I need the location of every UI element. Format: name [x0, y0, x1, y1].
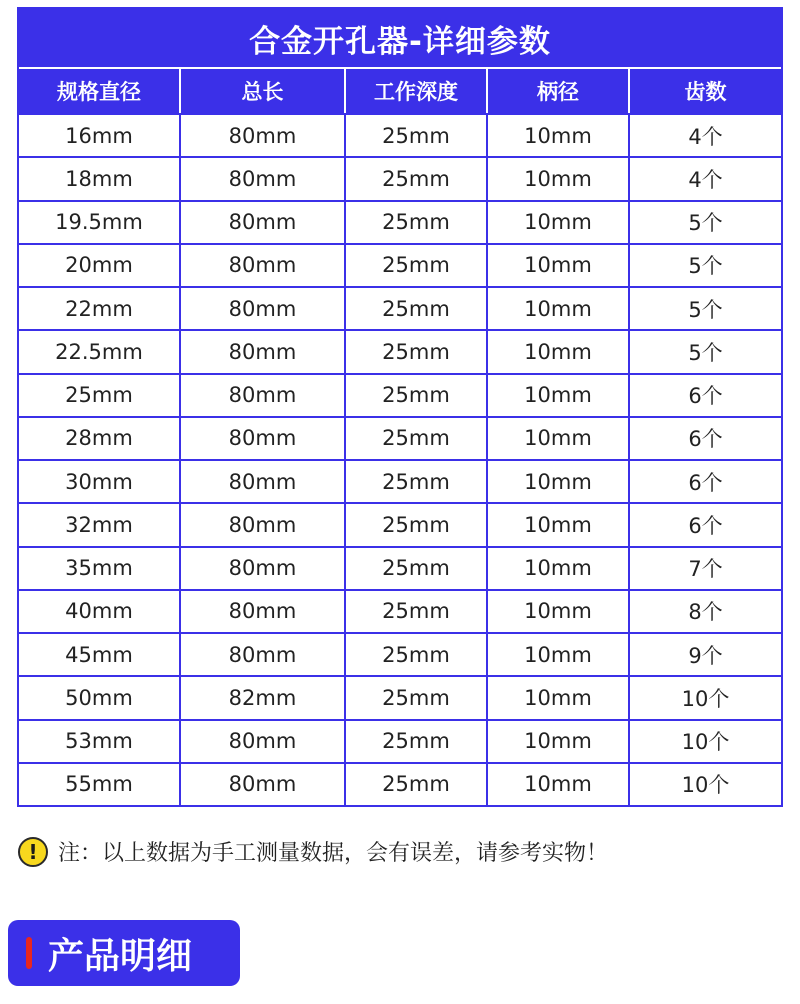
section-heading-label: 产品明细: [48, 935, 193, 977]
cell-diameter: 53mm: [19, 721, 181, 762]
cell-teeth-count: 5个: [688, 297, 723, 322]
measurement-note: [18, 836, 608, 867]
cell-working-depth: 25mm: [346, 461, 488, 502]
cell-shank-diameter: 10mm: [488, 677, 630, 718]
cell-diameter: 20mm: [19, 245, 181, 286]
cell-working-depth: 25mm: [346, 591, 488, 632]
cell-diameter: 25mm: [19, 375, 181, 416]
cell-shank-diameter: 10mm: [488, 245, 630, 286]
cell-shank-diameter: 10mm: [488, 158, 630, 199]
cell-diameter: 45mm: [19, 634, 181, 675]
cell-teeth-count: 9个: [688, 643, 723, 668]
table-title: 合金开孔器-详细参数: [19, 9, 781, 69]
cell-shank-diameter: 10mm: [488, 331, 630, 372]
cell-shank-diameter: 10mm: [488, 375, 630, 416]
cell-total-length: 80mm: [181, 158, 346, 199]
cell-total-length: 80mm: [181, 548, 346, 589]
section-heading: [8, 920, 240, 986]
cell-teeth-count: 8个: [688, 600, 723, 625]
cell-working-depth: 25mm: [346, 288, 488, 329]
header-diameter: 规格直径: [19, 69, 181, 113]
cell-teeth-count: 5个: [688, 340, 723, 365]
note-text: 注：以上数据为手工测量数据，会有误差，请参考实物！: [58, 841, 609, 866]
cell-total-length: 80mm: [181, 504, 346, 545]
cell-diameter: 16mm: [19, 115, 181, 156]
cell-teeth-count: 6个: [688, 513, 723, 538]
cell-working-depth: 25mm: [346, 115, 488, 156]
header-teeth-count: 齿数: [684, 80, 727, 104]
header-shank-diameter: 柄径: [488, 69, 630, 113]
table-row: [19, 675, 781, 718]
cell-total-length: 80mm: [181, 591, 346, 632]
cell-shank-diameter: 10mm: [488, 461, 630, 502]
cell-shank-diameter: 10mm: [488, 764, 630, 805]
cell-teeth-count: 6个: [688, 427, 723, 452]
spec-table: [17, 7, 783, 807]
cell-working-depth: 25mm: [346, 331, 488, 372]
cell-working-depth: 25mm: [346, 418, 488, 459]
cell-teeth-count: 6个: [688, 384, 723, 409]
cell-shank-diameter: 10mm: [488, 634, 630, 675]
cell-shank-diameter: 10mm: [488, 288, 630, 329]
cell-total-length: 80mm: [181, 331, 346, 372]
cell-diameter: 55mm: [19, 764, 181, 805]
table-row: [19, 329, 781, 372]
cell-total-length: 80mm: [181, 202, 346, 243]
cell-working-depth: 25mm: [346, 158, 488, 199]
cell-total-length: 80mm: [181, 721, 346, 762]
cell-total-length: 80mm: [181, 245, 346, 286]
cell-teeth-count: 6个: [688, 470, 723, 495]
cell-working-depth: 25mm: [346, 764, 488, 805]
table-row: [19, 546, 781, 589]
cell-shank-diameter: 10mm: [488, 548, 630, 589]
table-row: [19, 502, 781, 545]
table-row: [19, 113, 781, 156]
table-header-row: [19, 69, 781, 113]
table-row: [19, 156, 781, 199]
table-row: [19, 459, 781, 502]
cell-teeth-count: 4个: [688, 124, 723, 149]
table-row: [19, 416, 781, 459]
cell-teeth-count: 10个: [681, 730, 730, 755]
table-row: [19, 719, 781, 762]
table-row: [19, 762, 781, 805]
cell-total-length: 80mm: [181, 634, 346, 675]
cell-shank-diameter: 10mm: [488, 418, 630, 459]
cell-teeth-count: 7个: [688, 557, 723, 582]
table-row: [19, 243, 781, 286]
cell-diameter: 40mm: [19, 591, 181, 632]
cell-working-depth: 25mm: [346, 634, 488, 675]
cell-teeth-count: 4个: [688, 167, 723, 192]
cell-working-depth: 25mm: [346, 245, 488, 286]
cell-total-length: 80mm: [181, 115, 346, 156]
cell-working-depth: 25mm: [346, 548, 488, 589]
cell-diameter: 28mm: [19, 418, 181, 459]
header-total-length: 总长: [181, 69, 346, 113]
table-row: [19, 373, 781, 416]
cell-shank-diameter: 10mm: [488, 504, 630, 545]
table-row: [19, 589, 781, 632]
cell-shank-diameter: 10mm: [488, 721, 630, 762]
cell-diameter: 19.5mm: [19, 202, 181, 243]
cell-total-length: 80mm: [181, 764, 346, 805]
accent-bar: [26, 937, 32, 969]
cell-teeth-count: 10个: [681, 773, 730, 798]
cell-working-depth: 25mm: [346, 202, 488, 243]
cell-diameter: 30mm: [19, 461, 181, 502]
cell-total-length: 80mm: [181, 418, 346, 459]
cell-diameter: 18mm: [19, 158, 181, 199]
cell-teeth-count: 5个: [688, 211, 723, 236]
cell-diameter: 50mm: [19, 677, 181, 718]
cell-working-depth: 25mm: [346, 677, 488, 718]
cell-diameter: 22mm: [19, 288, 181, 329]
cell-total-length: 80mm: [181, 288, 346, 329]
cell-shank-diameter: 10mm: [488, 591, 630, 632]
table-row: [19, 286, 781, 329]
header-working-depth: 工作深度: [346, 69, 488, 113]
table-row: [19, 200, 781, 243]
cell-shank-diameter: 10mm: [488, 202, 630, 243]
cell-teeth-count: 5个: [688, 254, 723, 279]
cell-working-depth: 25mm: [346, 504, 488, 545]
cell-working-depth: 25mm: [346, 375, 488, 416]
cell-teeth-count: 10个: [681, 686, 730, 711]
cell-total-length: 80mm: [181, 375, 346, 416]
cell-diameter: 35mm: [19, 548, 181, 589]
cell-shank-diameter: 10mm: [488, 115, 630, 156]
cell-diameter: 32mm: [19, 504, 181, 545]
exclamation-warning-icon: !: [18, 837, 48, 867]
table-row: [19, 632, 781, 675]
cell-diameter: 22.5mm: [19, 331, 181, 372]
cell-total-length: 82mm: [181, 677, 346, 718]
table-body: [19, 113, 781, 805]
cell-total-length: 80mm: [181, 461, 346, 502]
cell-working-depth: 25mm: [346, 721, 488, 762]
